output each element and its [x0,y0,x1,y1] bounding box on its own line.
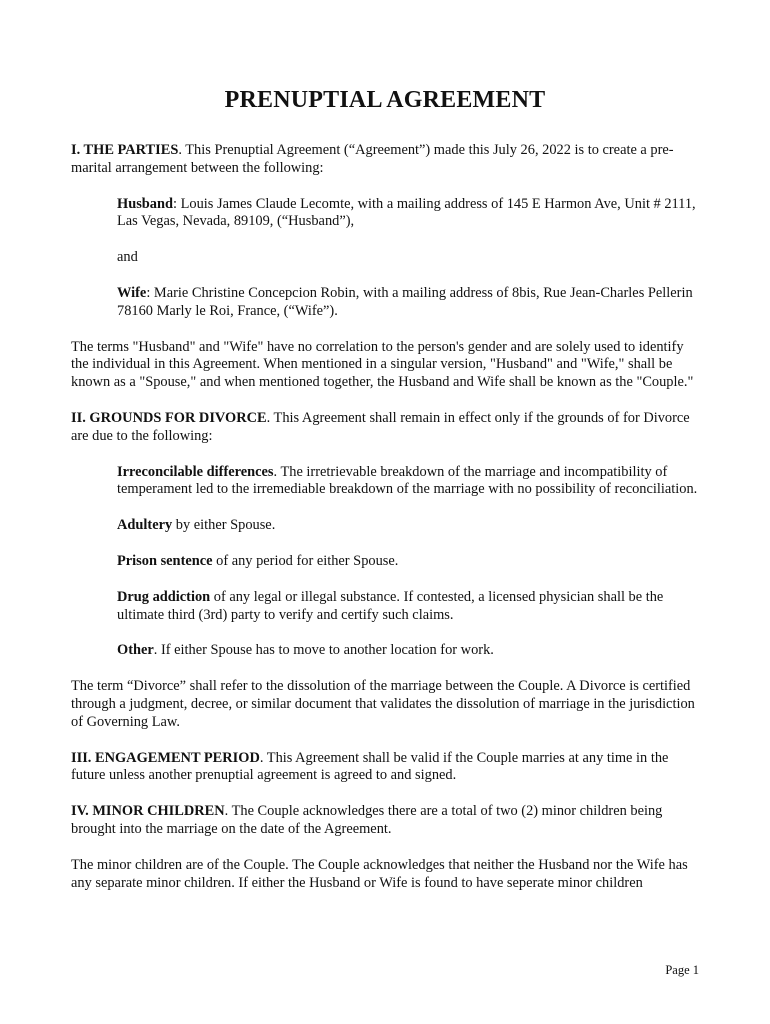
and-paragraph: and [117,249,138,266]
ground-text: of any period for either Spouse. [212,552,399,569]
grounds-text: . This Agreement shall remain in effect only if the grounds of for Divorce are due to the following: [71,409,690,444]
page-number: Page 1 [665,963,699,977]
ground-item-adultery [117,517,703,535]
wife-paragraph [117,285,703,321]
ground-item-drug [117,589,703,625]
terms-paragraph: The terms "Husband" and "Wife" have no correlation to the person's gender and are solely used to identify the individual in this Agreement. When mentioned in a singular version, "Husband" and "Wife," shall be known as a "Spouse," and when mentioned together, the Husband and Wife shall be known as the "Couple." [71,338,694,391]
ground-text: by either Spouse. [172,517,276,534]
parties-text: . This Prenuptial Agreement (“Agreement”) made this July 26, 2022 is to create a pre-marital arrangement between the following: [71,142,674,176]
ground-label: Irreconcilable differences [117,463,274,480]
husband-label: Husband [117,195,174,212]
document-body [71,142,703,910]
ground-label: Other [117,642,154,659]
ground-item-prison [117,553,703,571]
ground-text: of any legal or illegal substance. If contested, a licensed physician shall be the ultimate third (3rd) party to verify and certify such claims. [117,588,664,623]
ground-text: . The irretrievable breakdown of the marriage and incompatibility of temperament led to the irremediable breakdown of the marriage with no possibility of reconciliation. [117,463,698,498]
children-text: . The Couple acknowledges there are a total of two (2) minor children being brought into the marriage on the date of the Agreement. [71,803,663,837]
engagement-heading: III. ENGAGEMENT PERIOD [71,749,260,766]
ground-item-other [117,642,703,660]
wife-text: : Marie Christine Concepcion Robin, with a mailing address of 8bis, Rue Jean-Charles Pellerin 78160 Marly le Roi, France, (“Wife”). [117,284,693,319]
grounds-paragraph [71,410,703,446]
children-paragraph-2: The minor children are of the Couple. The Couple acknowledges that neither the Husband nor the Wife has any separate minor children. If either the Husband or Wife is found to have seperate minor children [71,856,688,891]
children-heading: IV. MINOR CHILDREN [71,803,225,820]
children-paragraph [71,803,703,839]
engagement-paragraph [71,750,703,786]
ground-item-irreconcilable [117,464,703,500]
document-title: PRENUPTIAL AGREEMENT [224,87,546,113]
parties-paragraph [71,142,703,178]
ground-label: Adultery [117,517,173,534]
wife-label: Wife [117,284,147,301]
husband-text: : Louis James Claude Lecomte, with a mailing address of 145 E Harmon Ave, Unit # 2111, Las Vegas, Nevada, 89109, (“Husband”), [117,195,696,230]
grounds-heading: II. GROUNDS FOR DIVORCE [71,409,267,426]
husband-paragraph [117,196,703,232]
divorce-definition-paragraph: The term “Divorce” shall refer to the dissolution of the marriage between the Couple. A Divorce is certified through a judgment, decree, or similar document that validates the dissolution of marriage in the jurisdiction of Governing Law. [71,678,695,730]
ground-label: Prison sentence [117,552,213,569]
engagement-text: . This Agreement shall be valid if the Couple marries at any time in the future unless another prenuptial agreement is agreed to and signed. [71,749,669,784]
parties-heading: I. THE PARTIES [71,142,179,158]
ground-text: . If either Spouse has to move to another location for work. [153,642,494,659]
ground-label: Drug addiction [117,588,211,605]
